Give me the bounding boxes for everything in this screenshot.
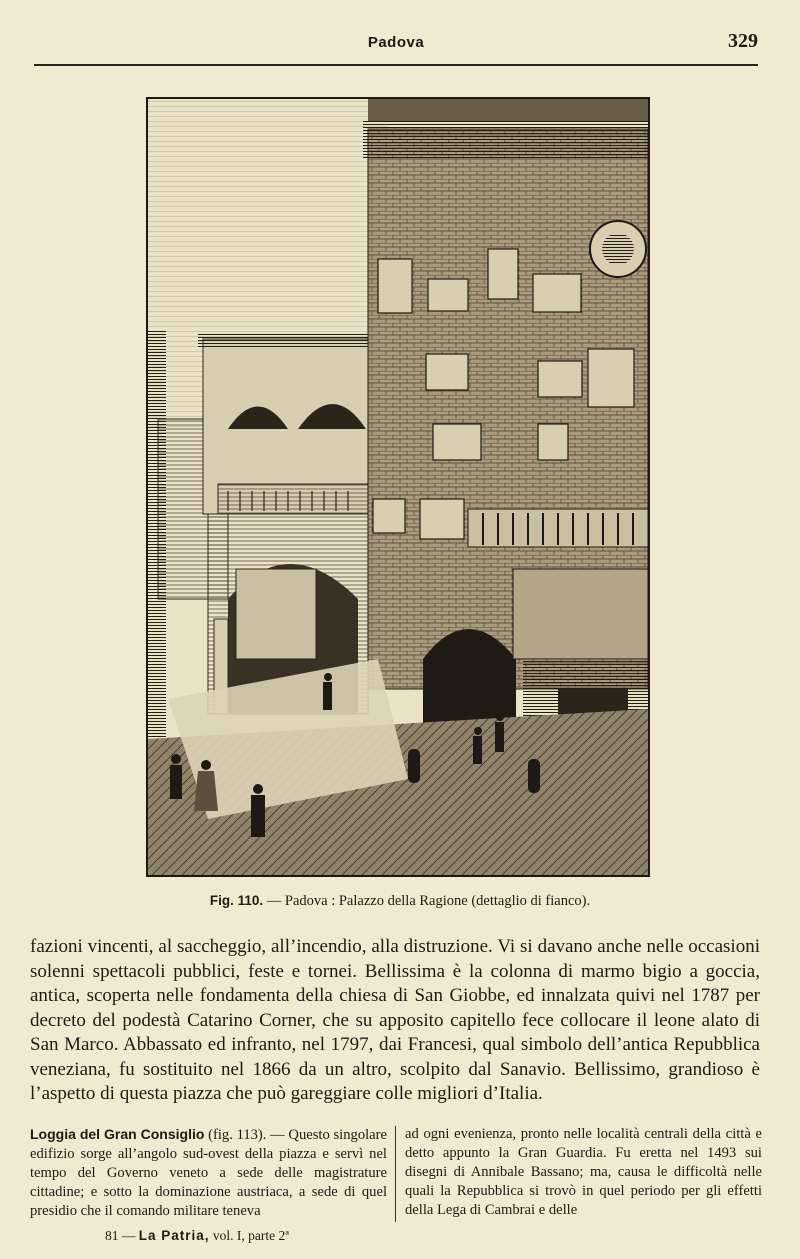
- column-left-text: (fig. 113). — Questo singolare edifizio sorge all’angolo sud-ovest della piazza e servì nel tempo del Governo veneto a sede delle magistrature cittadine; e sotto la dominazione austriaca, a sede di quel presidio che il comando militare teneva: [30, 1127, 387, 1219]
- figure-caption-text: — Padova : Palazzo della Ragione (dettaglio di fianco).: [263, 893, 591, 909]
- column-divider: [395, 1126, 396, 1222]
- running-title: Padova: [367, 34, 425, 51]
- palazzo-ragione-engraving: [148, 99, 648, 875]
- figure-number: Fig. 110.: [209, 893, 264, 908]
- column-left: [30, 1125, 387, 1221]
- page-number: 329: [728, 30, 758, 52]
- publication-title: La Patria,: [138, 1228, 210, 1243]
- page-header: [34, 28, 758, 66]
- page-footer: [105, 1228, 289, 1244]
- column-right: ad ogni evenienza, pronto nelle località centrali della città e detto appunto la Gran Guardia. Fu eretta nel 1493 sui disegni di Annibale Bassano; ma, causa le difficoltà nelle quali la Repubblica si trovò in quel periodo per gli effetti della Lega di Cambrai e delle: [405, 1126, 762, 1218]
- signature-mark: 81 —: [105, 1228, 139, 1243]
- body-paragraph: fazioni vincenti, al saccheggio, all’incendio, alla distruzione. Vi si davano anche nelle occasioni solenni spettacoli pubblici, feste e tornei. Bellissima è la colonna di marmo bigio a goccia, antica, scoperta nelle fondamenta della chiesa di San Giobbe, ed innalzata quivi nel 1787 per decreto del podestà Catarino Corner, che su apposito capitello fece collocare il leone alato di San Marco. Abbassato ed infranto, nel 1797, dai Francesi, qual simbolo dell’antica Repubblica veneziana, fu sostituito nel 1866 da un altro, scolpito dal Sanavio. Bellissimo, grandioso è l’aspetto di questa piazza che può gareggiare colle migliori d’Italia.: [30, 936, 760, 1104]
- figure-caption: [60, 893, 740, 910]
- volume-info: vol. I, parte 2ª: [209, 1228, 289, 1243]
- engraving-illustration: [146, 97, 650, 877]
- section-heading: Loggia del Gran Consiglio: [30, 1126, 205, 1142]
